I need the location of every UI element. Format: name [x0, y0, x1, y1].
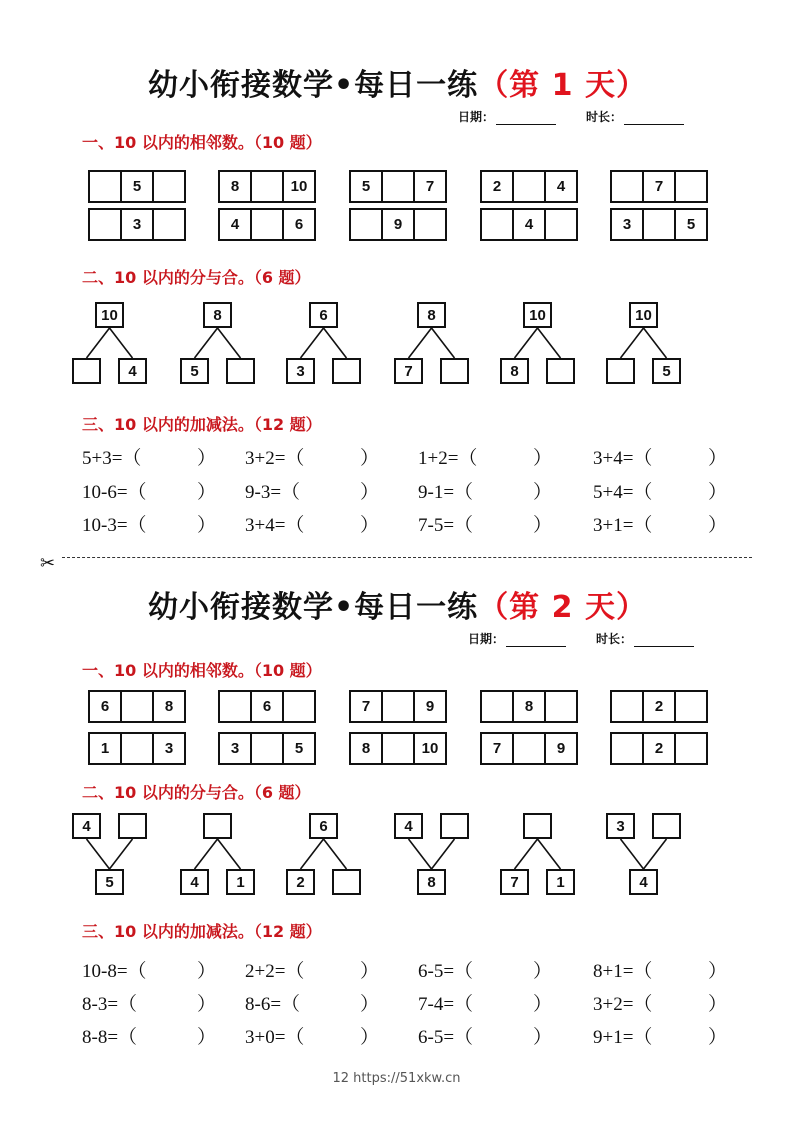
- triplet-cell[interactable]: [413, 210, 445, 239]
- adjacent-number-triplet: [349, 732, 447, 765]
- triplet-cell[interactable]: 8: [361, 740, 371, 757]
- decomposition-bottom-box[interactable]: [332, 869, 361, 895]
- question-text: 10-6=（: [82, 482, 147, 503]
- answer-close-paren: ）: [708, 515, 728, 536]
- tree-connector: [409, 839, 432, 869]
- date-label: 日期：: [468, 632, 505, 646]
- decomposition-bottom-box[interactable]: [606, 358, 635, 384]
- triplet-cell[interactable]: [544, 692, 576, 721]
- arithmetic-question[interactable]: [418, 443, 553, 469]
- section-arithmetic-title: 三、10 以内的加减法。（12 题）: [82, 415, 322, 434]
- tree-connector: [538, 839, 561, 869]
- triplet-cell[interactable]: 1: [100, 740, 110, 757]
- worksheet-title: [148, 60, 647, 104]
- arithmetic-question[interactable]: [82, 477, 217, 503]
- answer-close-paren: ）: [360, 448, 380, 469]
- decomposition-top-box[interactable]: 10: [523, 302, 552, 328]
- answer-close-paren: ）: [533, 515, 553, 536]
- tree-connector: [110, 839, 133, 869]
- decomposition-top-box[interactable]: [523, 813, 552, 839]
- decomposition-top-box[interactable]: 10: [629, 302, 658, 328]
- answer-close-paren: ）: [197, 961, 217, 982]
- adjacent-number-triplet: [88, 690, 186, 723]
- answer-close-paren: ）: [708, 482, 728, 503]
- answer-close-paren: ）: [360, 482, 380, 503]
- arithmetic-question[interactable]: [593, 1022, 728, 1048]
- triplet-cell[interactable]: 2: [492, 178, 502, 195]
- triplet-cell[interactable]: [90, 210, 120, 239]
- triplet-cell[interactable]: [90, 172, 120, 201]
- adjacent-number-triplet: [480, 170, 578, 203]
- triplet-cell[interactable]: 5: [120, 172, 152, 201]
- decomposition-top-box[interactable]: 3: [606, 813, 635, 839]
- arithmetic-question[interactable]: [245, 443, 380, 469]
- question-text: 9-3=（: [245, 482, 301, 503]
- tree-connector: [301, 839, 324, 869]
- triplet-cell[interactable]: [120, 692, 152, 721]
- triplet-cell[interactable]: 3: [152, 734, 184, 763]
- decomposition-bottom-box[interactable]: [226, 358, 255, 384]
- duration-blank[interactable]: [634, 634, 694, 647]
- tree-connector: [110, 328, 133, 358]
- decomposition-bottom-box[interactable]: 7: [394, 358, 423, 384]
- triplet-cell[interactable]: [674, 172, 706, 201]
- question-text: 3+4=（: [245, 515, 305, 536]
- decomposition-bottom-box[interactable]: [332, 358, 361, 384]
- tree-connector: [195, 839, 218, 869]
- section-decomposition-title: 二、10 以内的分与合。（6 题）: [82, 783, 311, 802]
- question-text: 6-5=（: [418, 1027, 474, 1048]
- tree-connector: [432, 328, 455, 358]
- question-text: 2+2=（: [245, 961, 305, 982]
- tree-connector: [621, 839, 644, 869]
- question-text: 1+2=（: [418, 448, 478, 469]
- decomposition-top-box[interactable]: [440, 813, 469, 839]
- duration-blank[interactable]: [624, 112, 684, 125]
- triplet-cell[interactable]: [120, 734, 152, 763]
- duration-label: 时长：: [596, 632, 633, 646]
- arithmetic-question[interactable]: [245, 956, 380, 982]
- tree-connector: [515, 328, 538, 358]
- triplet-cell[interactable]: [612, 692, 642, 721]
- section-adjacent-numbers-title: 一、10 以内的相邻数。（10 题）: [82, 661, 322, 680]
- triplet-cell[interactable]: [482, 210, 512, 239]
- decomposition-bottom-box[interactable]: 4: [118, 358, 147, 384]
- arithmetic-question[interactable]: [418, 1022, 553, 1048]
- question-text: 8-8=（: [82, 1027, 138, 1048]
- adjacent-number-triplet: [218, 690, 316, 723]
- triplet-cell[interactable]: 4: [230, 216, 240, 233]
- adjacent-number-triplet: [218, 170, 316, 203]
- answer-close-paren: ）: [197, 482, 217, 503]
- arithmetic-question[interactable]: [245, 1022, 380, 1048]
- adjacent-number-triplet: [480, 732, 578, 765]
- triplet-cell[interactable]: 9: [413, 692, 445, 721]
- question-text: 7-5=（: [418, 515, 474, 536]
- question-text: 3+1=（: [593, 515, 653, 536]
- answer-close-paren: ）: [533, 482, 553, 503]
- decomposition-bottom-box[interactable]: 7: [500, 869, 529, 895]
- adjacent-number-triplet: [610, 732, 708, 765]
- adjacent-number-triplet: [88, 732, 186, 765]
- question-text: 10-3=（: [82, 515, 147, 536]
- triplet-cell[interactable]: 8: [152, 692, 184, 721]
- arithmetic-question[interactable]: [82, 956, 217, 982]
- arithmetic-question[interactable]: [593, 989, 728, 1015]
- triplet-cell[interactable]: [381, 734, 413, 763]
- triplet-cell[interactable]: 6: [250, 692, 282, 721]
- decomposition-top-box[interactable]: 6: [309, 813, 338, 839]
- adjacent-number-triplet: [88, 208, 186, 241]
- question-text: 3+4=（: [593, 448, 653, 469]
- tree-connector: [324, 839, 347, 869]
- date-duration-row: [468, 630, 694, 647]
- adjacent-number-triplet: [218, 732, 316, 765]
- answer-close-paren: ）: [360, 961, 380, 982]
- decomposition-bottom-box[interactable]: 1: [226, 869, 255, 895]
- question-text: 7-4=（: [418, 994, 474, 1015]
- arithmetic-question[interactable]: [245, 477, 380, 503]
- tree-connector: [87, 839, 110, 869]
- date-label: 日期：: [458, 110, 495, 124]
- section-adjacent-numbers-title: 一、10 以内的相邻数。（10 题）: [82, 133, 322, 152]
- triplet-cell[interactable]: [250, 210, 282, 239]
- decomposition-top-box[interactable]: [118, 813, 147, 839]
- triplet-cell[interactable]: [250, 172, 282, 201]
- date-blank[interactable]: [506, 634, 566, 647]
- question-text: 3+0=（: [245, 1027, 305, 1048]
- tree-connector: [87, 328, 110, 358]
- answer-close-paren: ）: [197, 515, 217, 536]
- arithmetic-question[interactable]: [82, 443, 217, 469]
- triplet-cell[interactable]: 2: [642, 734, 674, 763]
- triplet-cell[interactable]: 7: [642, 172, 674, 201]
- question-text: 8-3=（: [82, 994, 138, 1015]
- question-text: 3+2=（: [245, 448, 305, 469]
- answer-close-paren: ）: [197, 994, 217, 1015]
- answer-close-paren: ）: [360, 1027, 380, 1048]
- cut-line-divider: [62, 557, 752, 558]
- decomposition-top-box[interactable]: 8: [417, 302, 446, 328]
- adjacent-number-triplet: [610, 208, 708, 241]
- triplet-cell[interactable]: 10: [282, 172, 314, 201]
- triplet-cell[interactable]: 4: [512, 210, 544, 239]
- page-footer: 12 https://51xkw.cn: [332, 1071, 461, 1086]
- section-arithmetic-title: 三、10 以内的加减法。（12 题）: [82, 922, 322, 941]
- triplet-cell[interactable]: [612, 172, 642, 201]
- triplet-cell[interactable]: 6: [100, 698, 110, 715]
- decomposition-top-box[interactable]: 8: [203, 302, 232, 328]
- triplet-cell[interactable]: 3: [622, 216, 632, 233]
- triplet-cell[interactable]: [482, 692, 512, 721]
- adjacent-number-triplet: [480, 690, 578, 723]
- decomposition-top-box[interactable]: [203, 813, 232, 839]
- answer-close-paren: ）: [708, 961, 728, 982]
- question-text: 6-5=（: [418, 961, 474, 982]
- decomposition-top-box[interactable]: 4: [72, 813, 101, 839]
- title-main: 幼小衔接数学•每日一练: [148, 590, 479, 625]
- arithmetic-question[interactable]: [82, 1022, 217, 1048]
- question-text: 5+3=（: [82, 448, 142, 469]
- adjacent-number-triplet: [610, 170, 708, 203]
- arithmetic-question[interactable]: [593, 443, 728, 469]
- triplet-cell[interactable]: 3: [120, 210, 152, 239]
- arithmetic-question[interactable]: [418, 956, 553, 982]
- arithmetic-question[interactable]: [82, 510, 217, 536]
- question-text: 10-8=（: [82, 961, 147, 982]
- decomposition-bottom-box[interactable]: 2: [286, 869, 315, 895]
- tree-connector: [538, 328, 561, 358]
- arithmetic-question[interactable]: [245, 989, 380, 1015]
- tree-connector: [218, 839, 241, 869]
- decomposition-bottom-box[interactable]: 1: [546, 869, 575, 895]
- tree-connector: [515, 839, 538, 869]
- answer-close-paren: ）: [708, 448, 728, 469]
- decomposition-bottom-box[interactable]: 4: [180, 869, 209, 895]
- worksheet-title: [148, 582, 647, 626]
- decomposition-bottom-box[interactable]: [440, 358, 469, 384]
- duration-label: 时长：: [586, 110, 623, 124]
- decomposition-bottom-box[interactable]: 3: [286, 358, 315, 384]
- decomposition-bottom-box[interactable]: [546, 358, 575, 384]
- tree-connector: [324, 328, 347, 358]
- triplet-cell[interactable]: [250, 734, 282, 763]
- arithmetic-question[interactable]: [418, 477, 553, 503]
- title-day: （第 1 天）: [478, 68, 647, 103]
- answer-close-paren: ）: [708, 1027, 728, 1048]
- tree-connector: [301, 328, 324, 358]
- answer-close-paren: ）: [197, 1027, 217, 1048]
- decomposition-bottom-box[interactable]: [72, 358, 101, 384]
- tree-connector: [644, 839, 667, 869]
- triplet-cell[interactable]: [674, 692, 706, 721]
- arithmetic-question[interactable]: [593, 510, 728, 536]
- scissors-icon: ✂: [40, 553, 56, 574]
- adjacent-number-triplet: [218, 208, 316, 241]
- triplet-cell[interactable]: 9: [544, 734, 576, 763]
- triplet-cell[interactable]: 5: [361, 178, 371, 195]
- triplet-cell[interactable]: [351, 210, 381, 239]
- decomposition-top-box[interactable]: 6: [309, 302, 338, 328]
- adjacent-number-triplet: [480, 208, 578, 241]
- triplet-cell[interactable]: 8: [230, 178, 240, 195]
- triplet-cell[interactable]: 10: [413, 734, 445, 763]
- triplet-cell[interactable]: 5: [282, 734, 314, 763]
- arithmetic-question[interactable]: [593, 477, 728, 503]
- triplet-cell[interactable]: [612, 734, 642, 763]
- answer-close-paren: ）: [360, 515, 380, 536]
- decomposition-bottom-box[interactable]: 8: [500, 358, 529, 384]
- triplet-cell[interactable]: 7: [361, 698, 371, 715]
- answer-close-paren: ）: [533, 448, 553, 469]
- triplet-cell[interactable]: [282, 692, 314, 721]
- decomposition-bottom-box[interactable]: 8: [417, 869, 446, 895]
- triplet-cell[interactable]: 7: [413, 172, 445, 201]
- tree-connector: [621, 328, 644, 358]
- triplet-cell[interactable]: 9: [381, 210, 413, 239]
- answer-close-paren: ）: [533, 961, 553, 982]
- title-day: （第 2 天）: [478, 590, 647, 625]
- triplet-cell[interactable]: [381, 172, 413, 201]
- arithmetic-question[interactable]: [245, 510, 380, 536]
- question-text: 8-6=（: [245, 994, 301, 1015]
- decomposition-top-box[interactable]: 4: [394, 813, 423, 839]
- answer-close-paren: ）: [533, 1027, 553, 1048]
- arithmetic-question[interactable]: [418, 510, 553, 536]
- decomposition-bottom-box[interactable]: 5: [95, 869, 124, 895]
- adjacent-number-triplet: [349, 690, 447, 723]
- triplet-cell[interactable]: [544, 210, 576, 239]
- question-text: 8+1=（: [593, 961, 653, 982]
- tree-connector: [432, 839, 455, 869]
- tree-connector: [409, 328, 432, 358]
- decomposition-top-box[interactable]: [652, 813, 681, 839]
- triplet-cell[interactable]: [674, 734, 706, 763]
- triplet-cell[interactable]: [381, 692, 413, 721]
- triplet-cell[interactable]: [512, 172, 544, 201]
- tree-connector: [195, 328, 218, 358]
- tree-connector: [644, 328, 667, 358]
- decomposition-bottom-box[interactable]: 5: [180, 358, 209, 384]
- question-text: 3+2=（: [593, 994, 653, 1015]
- question-text: 9-1=（: [418, 482, 474, 503]
- answer-close-paren: ）: [533, 994, 553, 1015]
- triplet-cell[interactable]: 3: [230, 740, 240, 757]
- triplet-cell[interactable]: 7: [492, 740, 502, 757]
- triplet-cell[interactable]: [512, 734, 544, 763]
- answer-close-paren: ）: [360, 994, 380, 1015]
- arithmetic-question[interactable]: [593, 956, 728, 982]
- tree-connector: [218, 328, 241, 358]
- title-main: 幼小衔接数学•每日一练: [148, 68, 479, 103]
- triplet-cell[interactable]: [152, 210, 184, 239]
- question-text: 9+1=（: [593, 1027, 653, 1048]
- decomposition-bottom-box[interactable]: 5: [652, 358, 681, 384]
- triplet-cell[interactable]: 6: [282, 210, 314, 239]
- adjacent-number-triplet: [610, 690, 708, 723]
- arithmetic-question[interactable]: [82, 989, 217, 1015]
- triplet-cell[interactable]: 4: [544, 172, 576, 201]
- triplet-cell[interactable]: [642, 210, 674, 239]
- answer-close-paren: ）: [197, 448, 217, 469]
- triplet-cell[interactable]: 2: [642, 692, 674, 721]
- decomposition-bottom-box[interactable]: 4: [629, 869, 658, 895]
- answer-close-paren: ）: [708, 994, 728, 1015]
- date-duration-row: [458, 108, 684, 125]
- triplet-cell[interactable]: [220, 692, 250, 721]
- adjacent-number-triplet: [349, 170, 447, 203]
- adjacent-number-triplet: [349, 208, 447, 241]
- date-blank[interactable]: [496, 112, 556, 125]
- section-decomposition-title: 二、10 以内的分与合。（6 题）: [82, 268, 311, 287]
- question-text: 5+4=（: [593, 482, 653, 503]
- arithmetic-question[interactable]: [418, 989, 553, 1015]
- decomposition-top-box[interactable]: 10: [95, 302, 124, 328]
- adjacent-number-triplet: [88, 170, 186, 203]
- triplet-cell[interactable]: 5: [674, 210, 706, 239]
- triplet-cell[interactable]: [152, 172, 184, 201]
- triplet-cell[interactable]: 8: [512, 692, 544, 721]
